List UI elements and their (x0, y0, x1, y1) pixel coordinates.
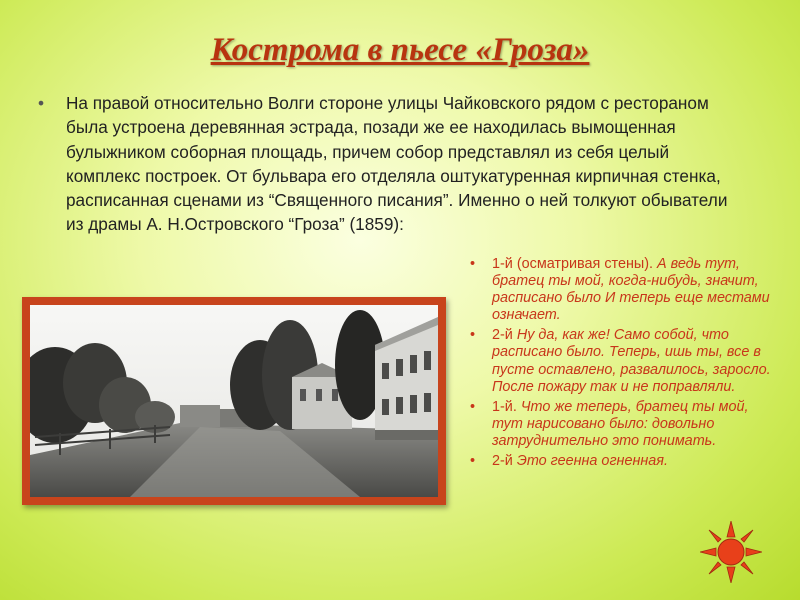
dialog-text: Это геенна огненная. (512, 453, 668, 470)
dialog-line-2 (470, 327, 775, 395)
dialog-speaker: 2-й (492, 453, 513, 470)
sun-icon (700, 521, 762, 583)
dialog-line-1 (470, 256, 775, 324)
dialog-speaker: 1-й. (492, 398, 517, 415)
dialog-text: А ведь тут, братец ты мой, когда-нибудь, значит, расписано было И теперь еще местами означает. (492, 256, 770, 324)
dialog-line-4 (470, 453, 775, 470)
old-street-photo (30, 305, 438, 497)
bullet-marker: • (470, 327, 476, 344)
dialog-speaker: 1-й (осматривая стены). (492, 256, 654, 272)
main-paragraph-text: На правой относительно Волги стороне улицы Чайковского рядом с рестораном была устроена деревянная эстрада, позади же ее находилась вымощенная булыжником соборная площадь, причем собор представлял из себя целый комплекс построек. От бульвара его отделяла оштукатуренная кирпичная стенка, расписанная сценами из “Священного писания”. Именно о ней толкуют обыватели из драмы А. Н.Островского “Гроза” (1859): (66, 93, 728, 235)
dialog-text: Что же теперь, братец ты мой, тут нарисовано было: довольно затруднительно это понимать. (492, 398, 749, 449)
dialog-list (470, 256, 775, 473)
bullet-marker: • (470, 453, 476, 470)
slide-title: Кострома в пьесе «Гроза» (210, 32, 590, 68)
bullet-marker: • (470, 256, 476, 272)
photo-frame (22, 297, 446, 505)
old-street-photo-drawing (30, 305, 438, 497)
dialog-speaker: 2-й (492, 327, 513, 344)
bullet-marker: • (470, 398, 476, 415)
bullet-marker: • (38, 93, 45, 113)
main-paragraph (38, 91, 738, 237)
dialog-text: Ну да, как же! Само собой, что расписано было. Теперь, ишь ты, все в пусте оставлено, развалилось, заросло. После пожару так и не поправляли. (492, 327, 771, 395)
dialog-line-3 (470, 399, 775, 450)
